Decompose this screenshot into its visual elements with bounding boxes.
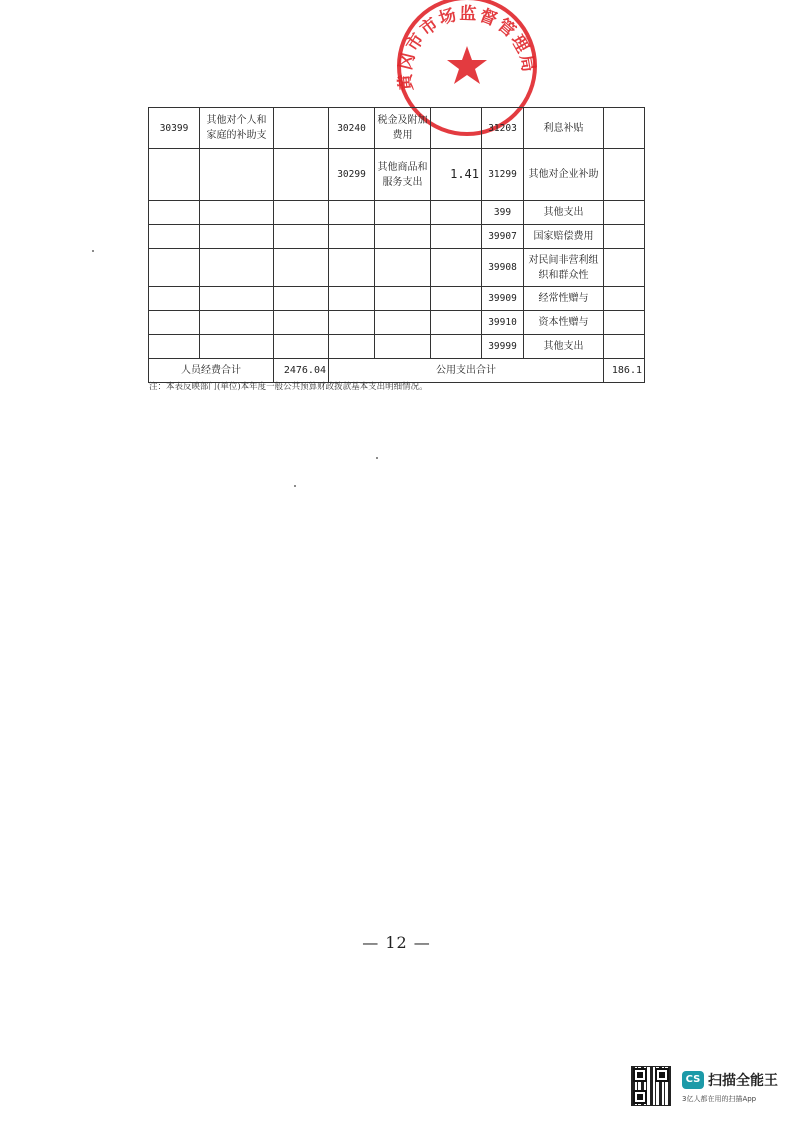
page-number: — 12 — (362, 933, 431, 952)
table-cell-col6 (431, 108, 482, 149)
table-row (149, 108, 645, 149)
table-cell-col6 (431, 225, 482, 249)
expenditure-table (148, 107, 645, 383)
table-cell-col6 (431, 201, 482, 225)
table-cell-col1 (149, 287, 200, 311)
table-cell-col1 (149, 149, 200, 201)
table-row (149, 225, 645, 249)
table-cell-col5 (375, 311, 431, 335)
table-cell-col9 (604, 335, 645, 359)
table-cell-col9 (604, 201, 645, 225)
table-cell-col1 (149, 335, 200, 359)
table-cell-col3 (274, 225, 329, 249)
table-cell-col8: 其他对企业补助 (524, 149, 604, 201)
table-row (149, 287, 645, 311)
scanner-tagline: 3亿人都在用的扫描App (682, 1095, 757, 1103)
table-cell-col4 (329, 225, 375, 249)
table-cell-col2 (200, 149, 274, 201)
table-cell-col1 (149, 311, 200, 335)
table-cell-col9 (604, 108, 645, 149)
scanner-badge (632, 1067, 778, 1111)
table-cell-col3 (274, 201, 329, 225)
table-cell-col8: 资本性赠与 (524, 311, 604, 335)
table-cell-col1 (149, 225, 200, 249)
table-cell-col2 (200, 311, 274, 335)
table-cell-col2 (200, 225, 274, 249)
table-row (149, 149, 645, 201)
table-cell-col8: 其他支出 (524, 335, 604, 359)
personnel-total-value: 2476.04 (274, 359, 329, 383)
table-cell-col5 (375, 201, 431, 225)
table-row (149, 249, 645, 287)
table-cell-col5: 其他商品和服务支出 (375, 149, 431, 201)
table-cell-col6 (431, 311, 482, 335)
table-cell-col7: 39909 (482, 287, 524, 311)
qr-code-icon (632, 1067, 670, 1105)
table-cell-col6: 1.41 (431, 149, 482, 201)
seal-star (447, 46, 487, 84)
table-cell-col7: 39907 (482, 225, 524, 249)
table-cell-col4 (329, 287, 375, 311)
table-row (149, 201, 645, 225)
table-cell-col9 (604, 225, 645, 249)
table-cell-col7: 399 (482, 201, 524, 225)
table-note: 注：本表反映部门(单位)本年度一般公共预算财政拨款基本支出明细情况。 (149, 382, 428, 392)
table-cell-col7: 39910 (482, 311, 524, 335)
table-cell-col5 (375, 249, 431, 287)
table-cell-col2 (200, 287, 274, 311)
table-cell-col7: 39999 (482, 335, 524, 359)
table-cell-col9 (604, 287, 645, 311)
table-cell-col4 (329, 201, 375, 225)
table-cell-col6 (431, 249, 482, 287)
scanner-app-name: 扫描全能王 (708, 1073, 778, 1089)
table-cell-col6 (431, 335, 482, 359)
table-cell-col5 (375, 335, 431, 359)
table-cell-col8: 对民间非营利组织和群众性 (524, 249, 604, 287)
table-cell-col9 (604, 149, 645, 201)
table-cell-col2 (200, 335, 274, 359)
table-cell-col8: 其他支出 (524, 201, 604, 225)
table-cell-col8: 国家赔偿费用 (524, 225, 604, 249)
table-cell-col3 (274, 108, 329, 149)
table-row (149, 311, 645, 335)
table-cell-col9 (604, 311, 645, 335)
table-cell-col4: 30240 (329, 108, 375, 149)
table-cell-col1: 30399 (149, 108, 200, 149)
table-cell-col2: 其他对个人和家庭的补助支 (200, 108, 274, 149)
table-cell-col3 (274, 335, 329, 359)
table-cell-col7: 39908 (482, 249, 524, 287)
table-cell-col4 (329, 311, 375, 335)
totals-row (149, 359, 645, 383)
table-cell-col4 (329, 249, 375, 287)
table-cell-col1 (149, 201, 200, 225)
table-cell-col6 (431, 287, 482, 311)
table-row (149, 335, 645, 359)
table-cell-col4 (329, 335, 375, 359)
table-cell-col8: 利息补贴 (524, 108, 604, 149)
table-cell-col5: 税金及附加费用 (375, 108, 431, 149)
table-cell-col3 (274, 311, 329, 335)
table-cell-col7: 31203 (482, 108, 524, 149)
table-cell-col7: 31299 (482, 149, 524, 201)
table-cell-col5 (375, 287, 431, 311)
public-total-value: 186.1 (604, 359, 645, 383)
public-total-label: 公用支出合计 (329, 359, 604, 383)
table-cell-col3 (274, 287, 329, 311)
table-cell-col3 (274, 149, 329, 201)
table-cell-col4: 30299 (329, 149, 375, 201)
camscanner-logo: CS (682, 1071, 704, 1089)
seal-text: 黄冈市市场监督管理局 (395, 3, 539, 92)
table-cell-col9 (604, 249, 645, 287)
table-cell-col2 (200, 249, 274, 287)
table-cell-col5 (375, 225, 431, 249)
table-cell-col8: 经常性赠与 (524, 287, 604, 311)
table-cell-col1 (149, 249, 200, 287)
table-cell-col3 (274, 249, 329, 287)
personnel-total-label: 人员经费合计 (149, 359, 274, 383)
table-cell-col2 (200, 201, 274, 225)
